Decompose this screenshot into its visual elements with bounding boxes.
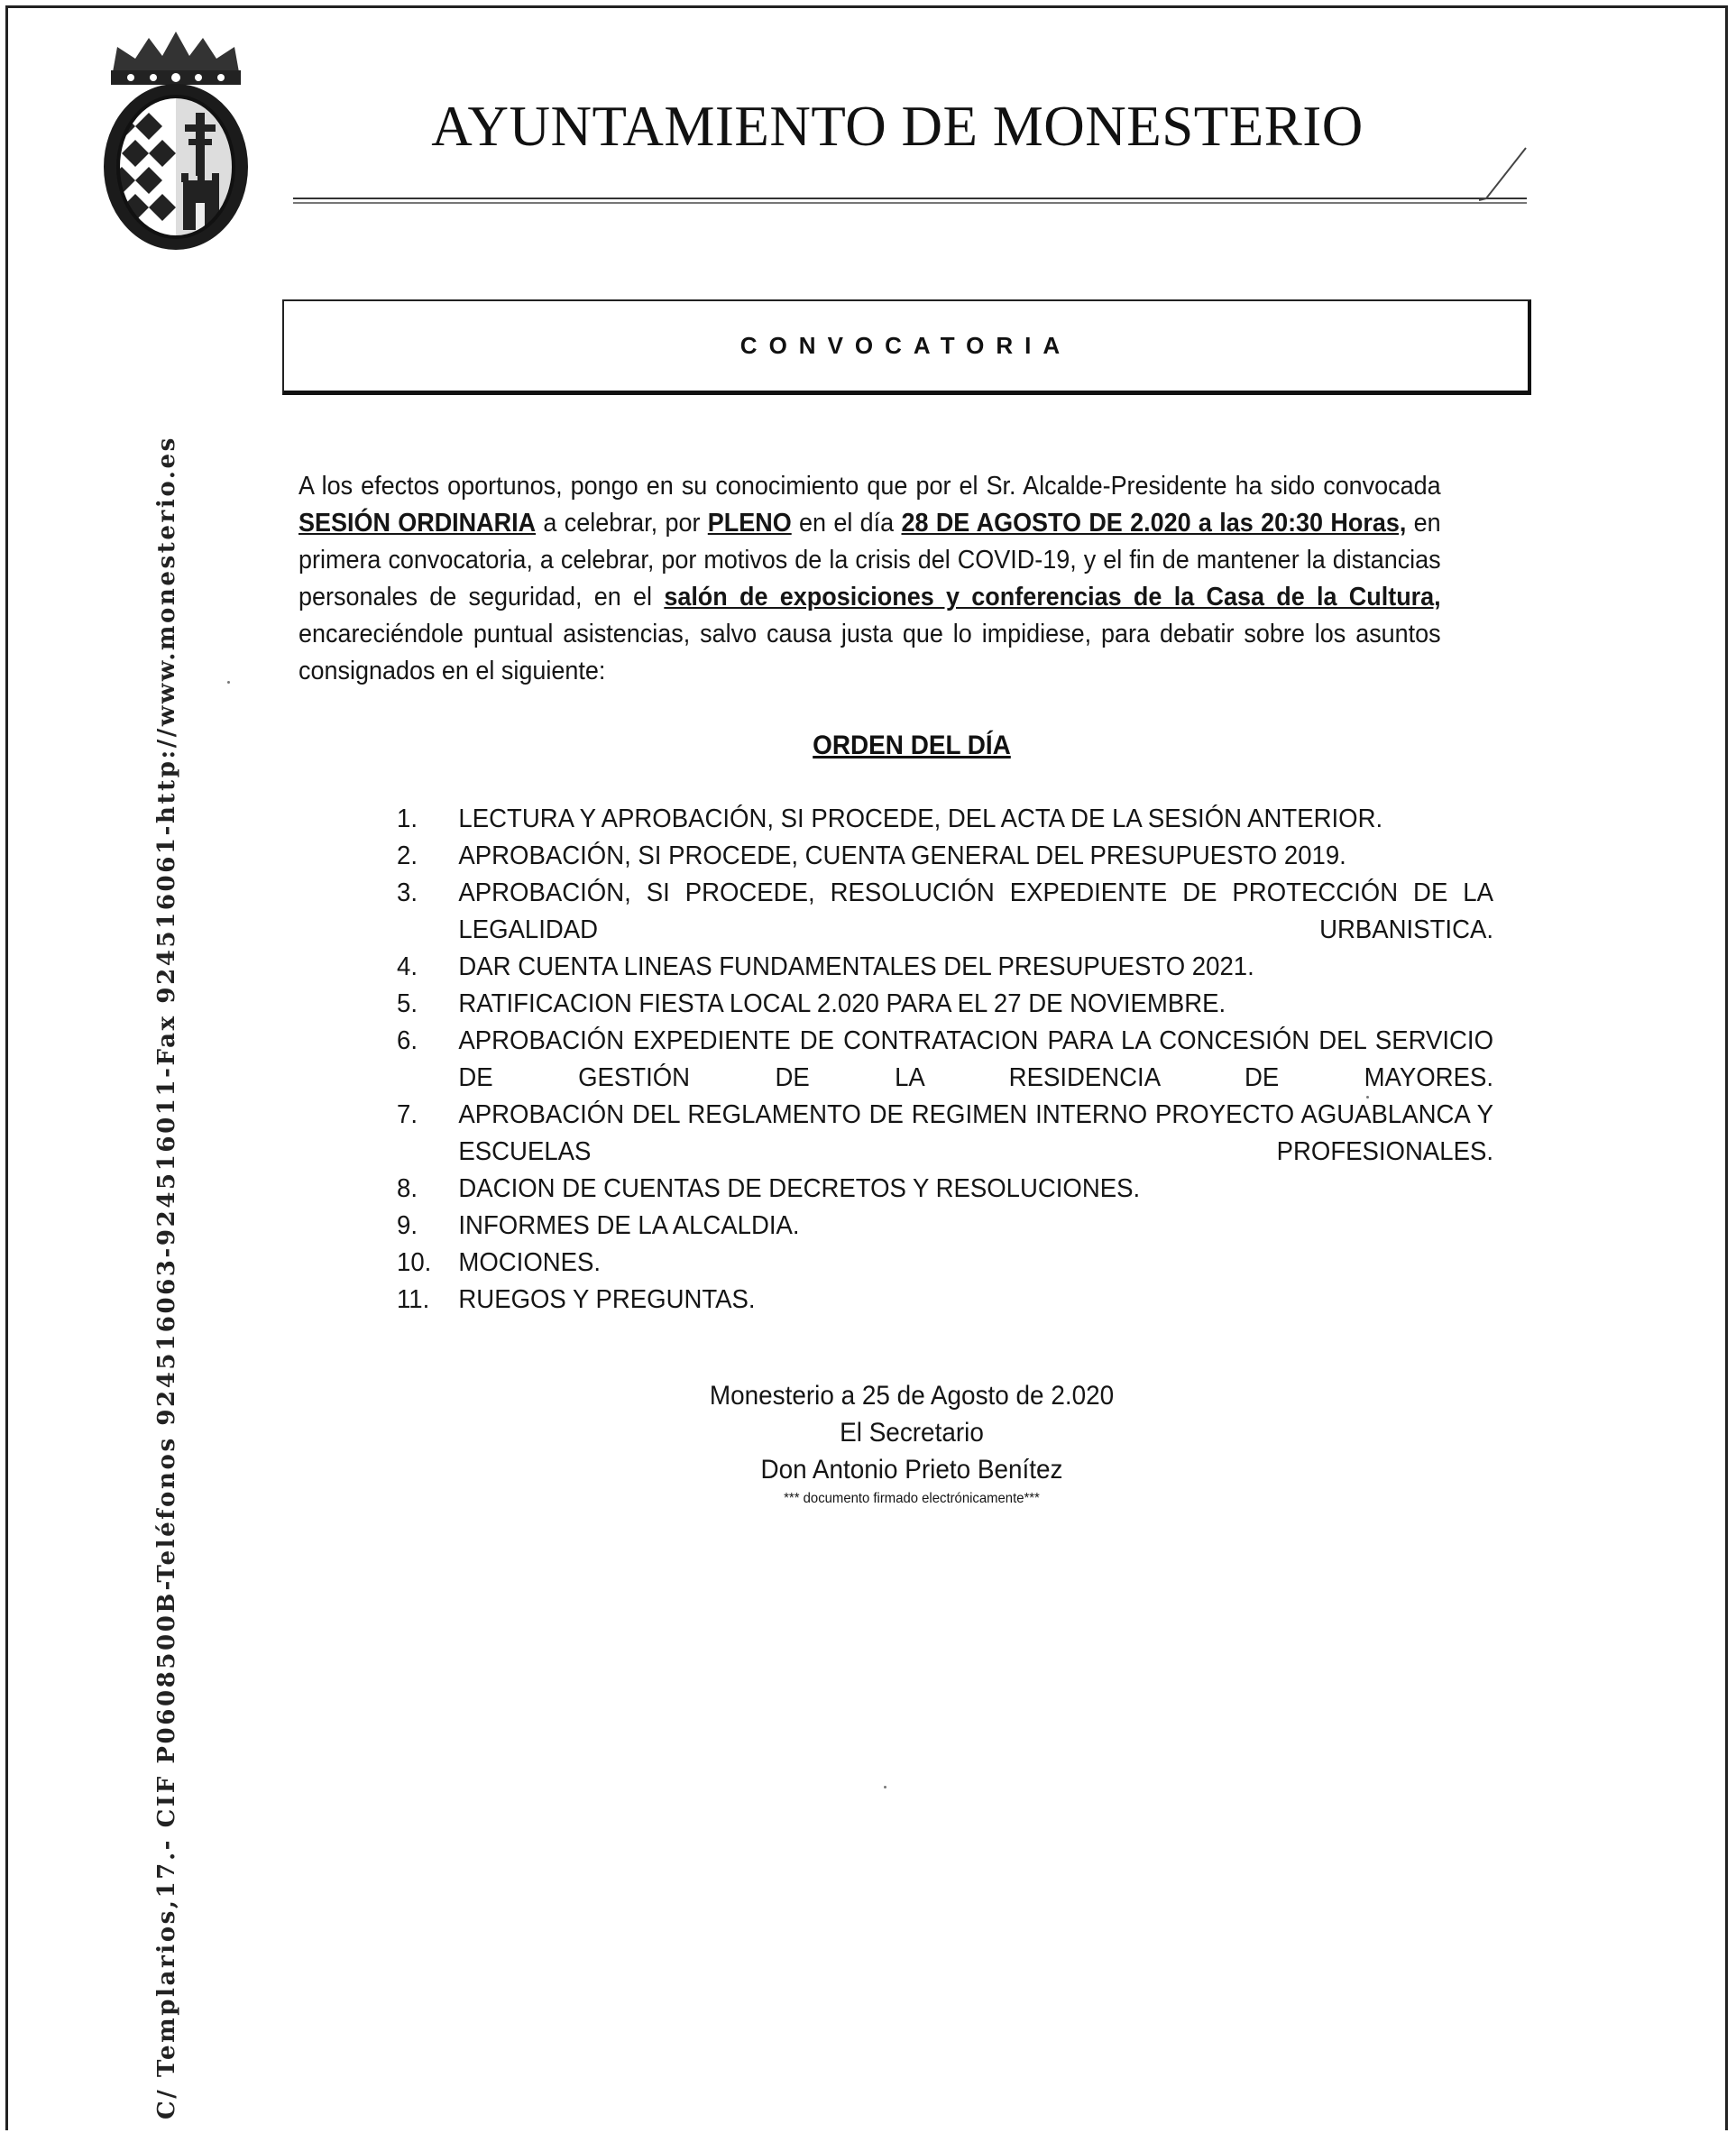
- agenda-item: [397, 1208, 1493, 1245]
- electronic-signature-note: *** documento firmado electrónicamente***: [784, 1491, 1040, 1506]
- agenda-item: [397, 1245, 1493, 1282]
- agenda-item: [397, 1171, 1493, 1208]
- agenda-item-number: 9.: [397, 1211, 418, 1240]
- scan-speck: [1366, 1096, 1369, 1099]
- agenda-item: [397, 1282, 1493, 1319]
- agenda-item: [397, 986, 1493, 1023]
- agenda-item-text: MOCIONES.: [458, 1248, 602, 1277]
- signature-block: [64, 1377, 1736, 1510]
- session-body: PLENO: [707, 509, 792, 538]
- agenda-item-text: APROBACIÓN EXPEDIENTE DE CONTRATACION PARA LA CONCESIÓN DEL SERVICIO DE GESTIÓN DE LA RESIDENCIA DE MAYORES.: [458, 1026, 1493, 1092]
- intro-text-4: en primera convocatoria, a celebrar, por motivos de la crisis del COVID-19, y el fin de mantener la distancias personales de seguridad, en el: [299, 509, 1441, 611]
- agenda-item-text: INFORMES DE LA ALCALDIA.: [458, 1211, 800, 1240]
- session-type: SESIÓN ORDINARIA: [299, 509, 537, 538]
- agenda-item-number: 11.: [397, 1285, 430, 1314]
- intro-text-5: encareciéndole puntual asistencias, salvo causa justa que lo impidiese, para debatir sobre los asuntos consignados en el siguiente:: [299, 620, 1441, 685]
- agenda-item-number: 10.: [397, 1248, 432, 1277]
- convocatoria-title: CONVOCATORIA: [739, 332, 1072, 359]
- pen-stroke-mark: [1479, 144, 1533, 203]
- session-place: salón de exposiciones y conferencias de la Casa de la Cultura,: [664, 583, 1441, 611]
- agenda-item-number: 5.: [397, 989, 418, 1018]
- agenda-item: [397, 838, 1493, 875]
- agenda-list: [397, 801, 1493, 1319]
- agenda-item-number: 7.: [397, 1100, 418, 1129]
- intro-text-2: a celebrar, por: [536, 509, 708, 538]
- agenda-item: [397, 875, 1493, 949]
- agenda-item-number: 8.: [397, 1174, 418, 1203]
- address-contact-vertical: C/ Templarios,17.- CIF P0608500B-Teléfonos 924516063-924516011-Fax 924516061-http://www.monesterio.es: [153, 436, 180, 2119]
- page-title: AYUNTAMIENTO DE MONESTERIO: [431, 95, 1364, 158]
- agenda-item-number: 4.: [397, 952, 418, 981]
- signature-name: Don Antonio Prieto Benítez: [760, 1455, 1063, 1485]
- agenda-item-text: RUEGOS Y PREGUNTAS.: [458, 1285, 756, 1314]
- agenda-item: [397, 1097, 1493, 1171]
- agenda-title: ORDEN DEL DÍA: [813, 731, 1011, 760]
- coat-of-arms-icon: [95, 27, 257, 253]
- agenda-item-number: 3.: [397, 878, 418, 907]
- session-date: 28 DE AGOSTO DE 2.020 a las 20:30 Horas,: [901, 509, 1407, 538]
- agenda-item-text: DAR CUENTA LINEAS FUNDAMENTALES DEL PRESUPUESTO 2021.: [458, 952, 1254, 981]
- agenda-item-text: APROBACIÓN, SI PROCEDE, CUENTA GENERAL DEL PRESUPUESTO 2019.: [458, 841, 1346, 870]
- scan-speck: [227, 681, 230, 684]
- agenda-item-text: APROBACIÓN, SI PROCEDE, RESOLUCIÓN EXPEDIENTE DE PROTECCIÓN DE LA LEGALIDAD URBANISTICA.: [458, 878, 1493, 944]
- agenda-item-text: LECTURA Y APROBACIÓN, SI PROCEDE, DEL ACTA DE LA SESIÓN ANTERIOR.: [458, 804, 1383, 833]
- agenda-item: [397, 949, 1493, 986]
- agenda-item-number: 2.: [397, 841, 418, 870]
- agenda-item-text: RATIFICACION FIESTA LOCAL 2.020 PARA EL 27 DE NOVIEMBRE.: [458, 989, 1226, 1018]
- header-divider: [293, 198, 1527, 204]
- agenda-item: [397, 801, 1493, 838]
- agenda-item: [397, 1023, 1493, 1097]
- agenda-item-text: APROBACIÓN DEL REGLAMENTO DE REGIMEN INTERNO PROYECTO AGUABLANCA Y ESCUELAS PROFESIONALES.: [458, 1100, 1493, 1166]
- signature-place-date: Monesterio a 25 de Agosto de 2.020: [709, 1381, 1115, 1411]
- agenda-item-number: 6.: [397, 1026, 418, 1055]
- intro-paragraph: [299, 468, 1441, 690]
- agenda-item-text: DACION DE CUENTAS DE DECRETOS Y RESOLUCIONES.: [458, 1174, 1141, 1203]
- agenda-item-number: 1.: [397, 804, 418, 833]
- signature-role: El Secretario: [840, 1418, 984, 1448]
- intro-text-1: A los efectos oportunos, pongo en su conocimiento que por el Sr. Alcalde-Presidente ha sido convocada: [299, 472, 1441, 501]
- convocatoria-box: [282, 299, 1531, 395]
- scan-speck: [884, 1786, 886, 1788]
- intro-text-3: en el día: [791, 509, 902, 538]
